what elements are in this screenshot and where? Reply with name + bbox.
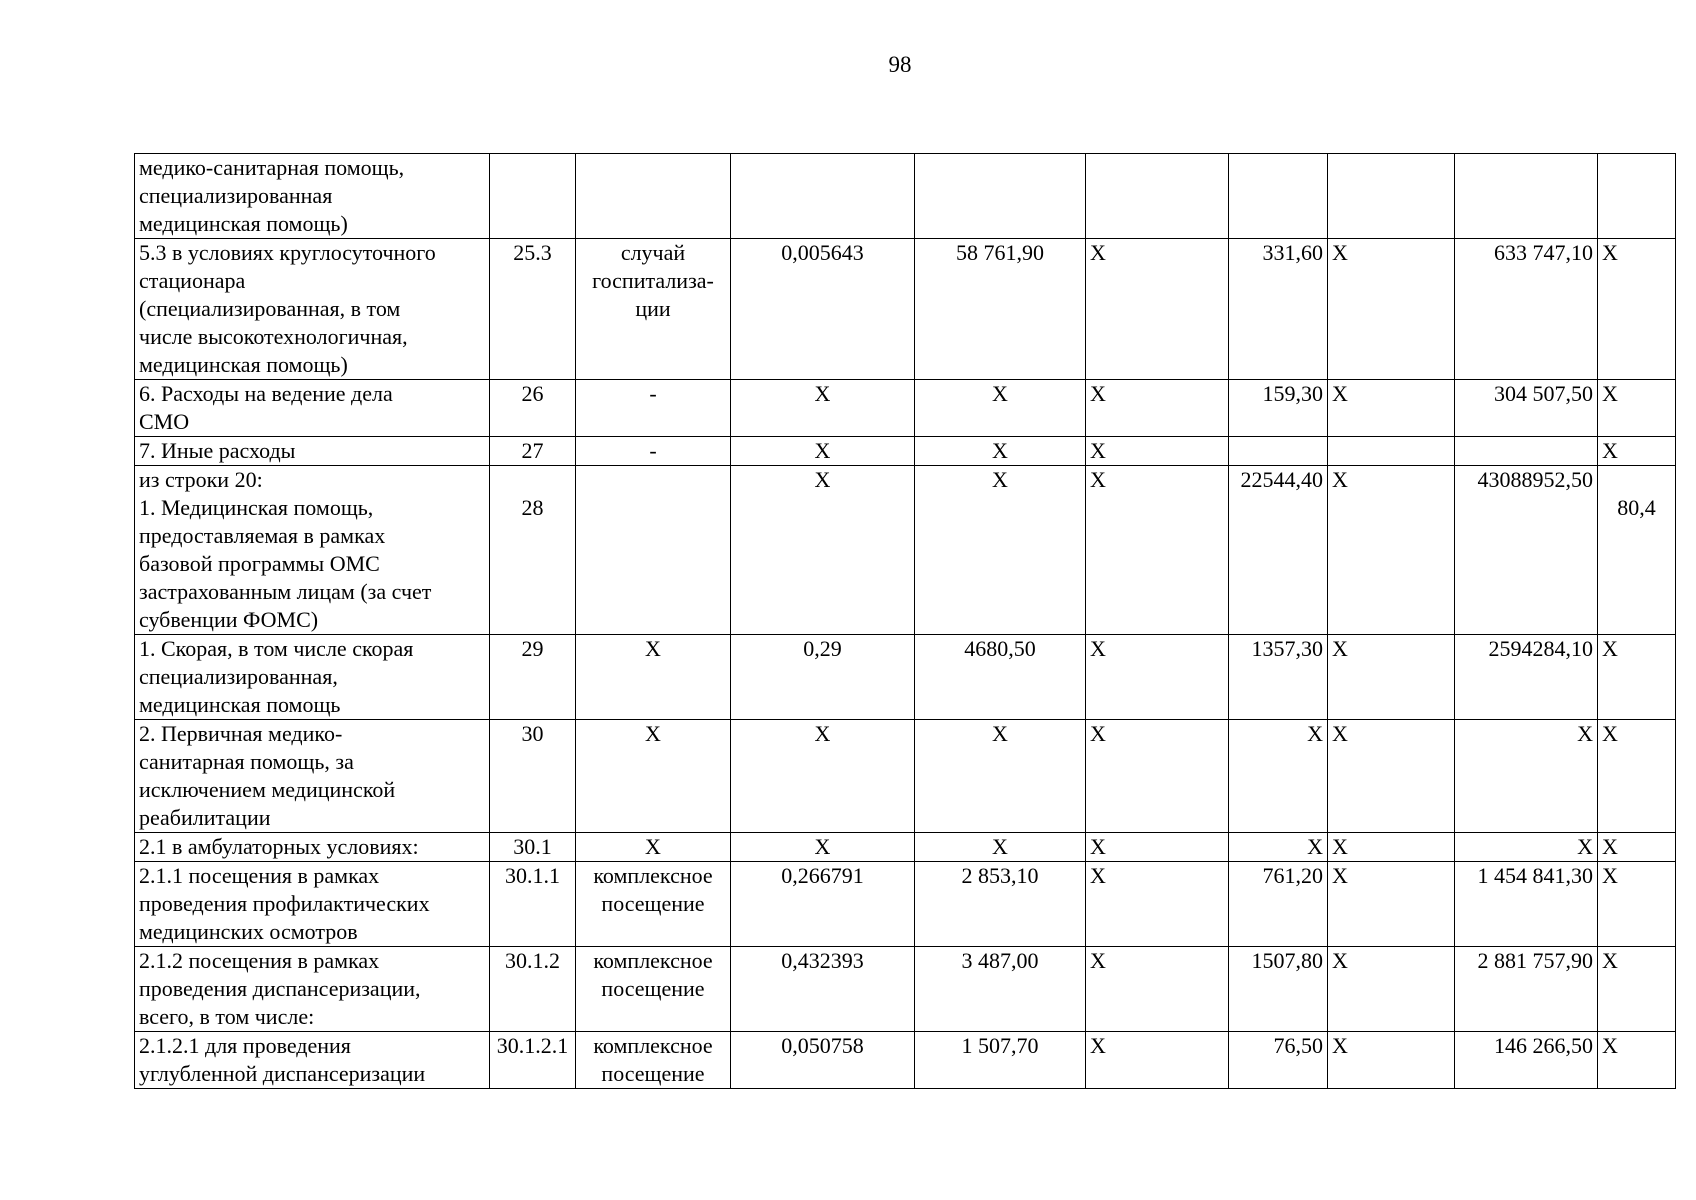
- volume-norm-cell: [731, 720, 915, 833]
- cell-text-line: X: [1332, 948, 1348, 973]
- cell-text-line: X: [1090, 721, 1106, 746]
- cell-text-line: застрахованным лицам (за счет: [139, 579, 432, 604]
- cell-text-line: посещение: [601, 976, 705, 1001]
- cell-text-line: [1090, 154, 1224, 182]
- col8-cell: [1328, 437, 1455, 466]
- unit-cost-cell: [915, 1032, 1086, 1089]
- col6-cell: [1086, 862, 1229, 947]
- cell-text-line: 1 454 841,30: [1477, 863, 1593, 888]
- unit-cost-cell: [915, 947, 1086, 1032]
- cell-text-line: X: [1090, 240, 1106, 265]
- cell-text-line: [1332, 437, 1450, 465]
- cell-text-line: 2 853,10: [961, 863, 1039, 888]
- cell-text-line: 2594284,10: [1488, 636, 1593, 661]
- cell-text-line: 30.1.1: [505, 863, 560, 888]
- cell-text-line: [1233, 437, 1323, 465]
- col6-cell: [1086, 947, 1229, 1032]
- cell-text-line: медицинская помощь: [139, 692, 341, 717]
- table-row: [135, 947, 1676, 1032]
- table-row: [135, 154, 1676, 239]
- table-row: [135, 437, 1676, 466]
- volume-norm-cell: [731, 239, 915, 380]
- cell-text-line: 30: [521, 721, 544, 746]
- share-cell: [1598, 862, 1676, 947]
- volume-norm-cell: [731, 833, 915, 862]
- cell-text-line: X: [1602, 863, 1618, 888]
- volume-norm-cell: [731, 466, 915, 635]
- share-cell: [1598, 833, 1676, 862]
- cell-text-line: 30.1: [513, 834, 552, 859]
- cell-text-line: проведения профилактических: [139, 891, 430, 916]
- cell-text-line: X: [645, 636, 661, 661]
- row-label-cell: [135, 947, 490, 1032]
- cell-text-line: 2.1.1 посещения в рамках: [139, 863, 380, 888]
- per-capita-cell: [1229, 720, 1328, 833]
- cell-text-line: X: [814, 381, 831, 406]
- total-cost-cell: [1455, 154, 1598, 239]
- col8-cell: [1328, 466, 1455, 635]
- cell-text-line: 1507,80: [1251, 948, 1323, 973]
- cell-text-line: проведения диспансеризации,: [139, 976, 421, 1001]
- table-row: [135, 833, 1676, 862]
- cell-text-line: X: [814, 834, 831, 859]
- cell-text-line: 331,60: [1262, 240, 1323, 265]
- cell-text-line: специализированная: [139, 183, 333, 208]
- cell-text-line: X: [1332, 240, 1348, 265]
- unit-cell: [576, 947, 731, 1032]
- cell-text-line: 2.1 в амбулаторных условиях:: [139, 834, 419, 859]
- table-row: [135, 466, 1676, 635]
- share-cell: [1598, 466, 1676, 635]
- per-capita-cell: [1229, 154, 1328, 239]
- unit-cell: [576, 1032, 731, 1089]
- per-capita-cell: [1229, 833, 1328, 862]
- cell-text-line: [580, 154, 726, 182]
- cell-text-line: X: [1577, 834, 1593, 859]
- share-cell: [1598, 154, 1676, 239]
- row-code-cell: [490, 833, 576, 862]
- unit-cell: [576, 239, 731, 380]
- per-capita-cell: [1229, 1032, 1328, 1089]
- cell-text-line: [919, 154, 1081, 182]
- cell-text-line: специализированная,: [139, 664, 338, 689]
- unit-cell: [576, 833, 731, 862]
- cell-text-line: -: [649, 438, 657, 463]
- unit-cost-cell: [915, 437, 1086, 466]
- row-code-cell: [490, 720, 576, 833]
- row-label-cell: [135, 1032, 490, 1089]
- cell-text-line: X: [814, 467, 831, 492]
- share-cell: [1598, 1032, 1676, 1089]
- total-cost-cell: [1455, 833, 1598, 862]
- col6-cell: [1086, 239, 1229, 380]
- cell-text-line: комплексное: [593, 863, 713, 888]
- cell-text-line: X: [992, 834, 1008, 859]
- table-row: [135, 720, 1676, 833]
- cell-text-line: базовой программы ОМС: [139, 551, 380, 576]
- col8-cell: [1328, 239, 1455, 380]
- cell-text-line: X: [1090, 636, 1106, 661]
- unit-cell: [576, 437, 731, 466]
- cell-text-line: X: [1090, 381, 1106, 406]
- cell-text-line: 2. Первичная медико-: [139, 721, 343, 746]
- col6-cell: [1086, 635, 1229, 720]
- table-row: [135, 1032, 1676, 1089]
- cell-text-line: X: [1332, 834, 1348, 859]
- cell-text-line: 25.3: [513, 240, 552, 265]
- cell-text-line: 304 507,50: [1494, 381, 1593, 406]
- unit-cost-cell: [915, 833, 1086, 862]
- row-label-cell: [135, 154, 490, 239]
- cell-text-line: 5.3 в условиях круглосуточного: [139, 240, 436, 265]
- total-cost-cell: [1455, 380, 1598, 437]
- cell-text-line: X: [1332, 381, 1348, 406]
- cell-text-line: X: [1332, 721, 1348, 746]
- cell-text-line: исключением медицинской: [139, 777, 396, 802]
- volume-norm-cell: [731, 1032, 915, 1089]
- unit-cost-cell: [915, 862, 1086, 947]
- cell-text-line: 2.1.2 посещения в рамках: [139, 948, 380, 973]
- cell-text-line: X: [1332, 1033, 1348, 1058]
- row-code-cell: [490, 466, 576, 635]
- financing-table: [134, 153, 1676, 1089]
- cell-text-line: 0,432393: [781, 948, 864, 973]
- cell-text-line: X: [992, 438, 1008, 463]
- cell-text-line: 1. Медицинская помощь,: [139, 495, 374, 520]
- share-cell: [1598, 720, 1676, 833]
- cell-text-line: 1. Скорая, в том числе скорая: [139, 636, 414, 661]
- cell-text-line: 6. Расходы на ведение дела: [139, 381, 393, 406]
- cell-text-line: X: [992, 467, 1008, 492]
- page-number: 98: [888, 52, 912, 77]
- cell-text-line: субвенции ФОМС): [139, 607, 319, 632]
- cell-text-line: 761,20: [1262, 863, 1323, 888]
- cell-text-line: [1459, 437, 1593, 465]
- cell-text-line: посещение: [601, 1061, 705, 1086]
- cell-text-line: -: [649, 381, 657, 406]
- cell-text-line: [494, 154, 571, 182]
- table-body: [135, 154, 1676, 1089]
- row-label-cell: [135, 833, 490, 862]
- cell-text-line: 3 487,00: [961, 948, 1039, 973]
- cell-text-line: 29: [521, 636, 544, 661]
- unit-cell: [576, 380, 731, 437]
- cell-text-line: X: [1602, 834, 1618, 859]
- col8-cell: [1328, 947, 1455, 1032]
- share-cell: [1598, 380, 1676, 437]
- cell-text-line: X: [1577, 721, 1593, 746]
- cell-text-line: 0,050758: [781, 1033, 864, 1058]
- cell-text-line: 58 761,90: [956, 240, 1044, 265]
- unit-cell: [576, 635, 731, 720]
- row-code-cell: [490, 1032, 576, 1089]
- cell-text-line: [735, 154, 910, 182]
- cell-text-line: 4680,50: [964, 636, 1036, 661]
- volume-norm-cell: [731, 947, 915, 1032]
- cell-text-line: (специализированная, в том: [139, 296, 401, 321]
- cell-text-line: 7. Иные расходы: [139, 438, 296, 463]
- cell-text-line: X: [1332, 467, 1348, 492]
- total-cost-cell: [1455, 466, 1598, 635]
- cell-text-line: 159,30: [1262, 381, 1323, 406]
- cell-text-line: всего, в том числе:: [139, 1004, 315, 1029]
- per-capita-cell: [1229, 947, 1328, 1032]
- total-cost-cell: [1455, 635, 1598, 720]
- unit-cell: [576, 862, 731, 947]
- share-cell: [1598, 437, 1676, 466]
- unit-cell: [576, 466, 731, 635]
- cell-text-line: X: [645, 721, 661, 746]
- unit-cost-cell: [915, 466, 1086, 635]
- cell-text-line: из строки 20:: [139, 467, 263, 492]
- col8-cell: [1328, 154, 1455, 239]
- cell-text-line: 0,005643: [781, 240, 864, 265]
- cell-text-line: [1332, 154, 1450, 182]
- cell-text-line: X: [1602, 721, 1618, 746]
- cell-text-line: 2 881 757,90: [1477, 948, 1593, 973]
- cell-text-line: X: [1090, 948, 1106, 973]
- cell-text-line: случай: [620, 240, 686, 265]
- cell-text-line: X: [1332, 636, 1348, 661]
- row-code-cell: [490, 437, 576, 466]
- col8-cell: [1328, 380, 1455, 437]
- per-capita-cell: [1229, 635, 1328, 720]
- total-cost-cell: [1455, 862, 1598, 947]
- cell-text-line: 43088952,50: [1477, 467, 1593, 492]
- row-code-cell: [490, 154, 576, 239]
- cell-text-line: 1357,30: [1251, 636, 1323, 661]
- cell-text-line: комплексное: [593, 948, 713, 973]
- cell-text-line: X: [645, 834, 661, 859]
- cell-text-line: X: [1602, 1033, 1618, 1058]
- cell-text-line: медико-санитарная помощь,: [139, 155, 405, 180]
- cell-text-line: X: [1090, 1033, 1106, 1058]
- total-cost-cell: [1455, 1032, 1598, 1089]
- col6-cell: [1086, 720, 1229, 833]
- unit-cell: [576, 720, 731, 833]
- cell-text-line: [1602, 466, 1671, 494]
- unit-cost-cell: [915, 239, 1086, 380]
- cell-text-line: X: [1332, 863, 1348, 888]
- cell-text-line: госпитализа-: [592, 268, 714, 293]
- cell-text-line: 26: [521, 381, 544, 406]
- volume-norm-cell: [731, 635, 915, 720]
- row-code-cell: [490, 239, 576, 380]
- cell-text-line: X: [814, 438, 831, 463]
- cell-text-line: X: [1602, 948, 1618, 973]
- col8-cell: [1328, 862, 1455, 947]
- unit-cell: [576, 154, 731, 239]
- cell-text-line: X: [1090, 467, 1106, 492]
- cell-text-line: X: [1602, 438, 1618, 463]
- cell-text-line: [1602, 154, 1671, 182]
- col8-cell: [1328, 720, 1455, 833]
- row-label-cell: [135, 380, 490, 437]
- cell-text-line: 80,4: [1617, 495, 1656, 520]
- cell-text-line: медицинская помощь): [139, 211, 348, 236]
- cell-text-line: 30.1.2.1: [496, 1033, 569, 1058]
- table-row: [135, 380, 1676, 437]
- cell-text-line: СМО: [139, 409, 190, 434]
- cell-text-line: 1 507,70: [961, 1033, 1039, 1058]
- cell-text-line: [580, 466, 726, 494]
- row-code-cell: [490, 862, 576, 947]
- cell-text-line: X: [1090, 863, 1106, 888]
- row-label-cell: [135, 635, 490, 720]
- unit-cost-cell: [915, 635, 1086, 720]
- cell-text-line: [494, 466, 571, 494]
- table-row: [135, 239, 1676, 380]
- row-code-cell: [490, 380, 576, 437]
- per-capita-cell: [1229, 380, 1328, 437]
- col6-cell: [1086, 466, 1229, 635]
- cell-text-line: реабилитации: [139, 805, 271, 830]
- cell-text-line: комплексное: [593, 1033, 713, 1058]
- per-capita-cell: [1229, 862, 1328, 947]
- cell-text-line: X: [814, 721, 831, 746]
- cell-text-line: X: [992, 381, 1008, 406]
- table-row: [135, 635, 1676, 720]
- col8-cell: [1328, 1032, 1455, 1089]
- volume-norm-cell: [731, 380, 915, 437]
- cell-text-line: стационара: [139, 268, 246, 293]
- cell-text-line: 30.1.2: [505, 948, 560, 973]
- cell-text-line: 0,29: [803, 636, 842, 661]
- row-code-cell: [490, 635, 576, 720]
- total-cost-cell: [1455, 239, 1598, 380]
- cell-text-line: 22544,40: [1240, 467, 1323, 492]
- share-cell: [1598, 239, 1676, 380]
- cell-text-line: медицинских осмотров: [139, 919, 358, 944]
- col6-cell: [1086, 380, 1229, 437]
- cell-text-line: ции: [635, 296, 671, 321]
- cell-text-line: 2.1.2.1 для проведения: [139, 1033, 351, 1058]
- cell-text-line: X: [1307, 834, 1323, 859]
- share-cell: [1598, 947, 1676, 1032]
- cell-text-line: 27: [521, 438, 544, 463]
- unit-cost-cell: [915, 154, 1086, 239]
- cell-text-line: X: [1090, 834, 1106, 859]
- cell-text-line: X: [1602, 636, 1618, 661]
- unit-cost-cell: [915, 380, 1086, 437]
- per-capita-cell: [1229, 437, 1328, 466]
- col6-cell: [1086, 154, 1229, 239]
- row-label-cell: [135, 437, 490, 466]
- table-row: [135, 862, 1676, 947]
- row-code-cell: [490, 947, 576, 1032]
- cell-text-line: X: [1602, 381, 1618, 406]
- row-label-cell: [135, 720, 490, 833]
- cell-text-line: посещение: [601, 891, 705, 916]
- col6-cell: [1086, 437, 1229, 466]
- cell-text-line: X: [1307, 721, 1323, 746]
- col8-cell: [1328, 833, 1455, 862]
- row-label-cell: [135, 862, 490, 947]
- cell-text-line: [1459, 154, 1593, 182]
- cell-text-line: 0,266791: [781, 863, 864, 888]
- col8-cell: [1328, 635, 1455, 720]
- cell-text-line: X: [1602, 240, 1618, 265]
- row-label-cell: [135, 239, 490, 380]
- cell-text-line: 633 747,10: [1494, 240, 1593, 265]
- volume-norm-cell: [731, 437, 915, 466]
- cell-text-line: санитарная помощь, за: [139, 749, 354, 774]
- cell-text-line: 76,50: [1273, 1033, 1323, 1058]
- row-label-cell: [135, 466, 490, 635]
- cell-text-line: числе высокотехнологичная,: [139, 324, 408, 349]
- total-cost-cell: [1455, 720, 1598, 833]
- volume-norm-cell: [731, 154, 915, 239]
- total-cost-cell: [1455, 947, 1598, 1032]
- total-cost-cell: [1455, 437, 1598, 466]
- cell-text-line: медицинская помощь): [139, 352, 348, 377]
- cell-text-line: 28: [521, 495, 544, 520]
- cell-text-line: X: [1090, 438, 1106, 463]
- cell-text-line: 146 266,50: [1494, 1033, 1593, 1058]
- per-capita-cell: [1229, 466, 1328, 635]
- cell-text-line: [1233, 154, 1323, 182]
- col6-cell: [1086, 833, 1229, 862]
- volume-norm-cell: [731, 862, 915, 947]
- unit-cost-cell: [915, 720, 1086, 833]
- share-cell: [1598, 635, 1676, 720]
- cell-text-line: X: [992, 721, 1008, 746]
- cell-text-line: углубленной диспансеризации: [139, 1061, 426, 1086]
- col6-cell: [1086, 1032, 1229, 1089]
- per-capita-cell: [1229, 239, 1328, 380]
- cell-text-line: предоставляемая в рамках: [139, 523, 386, 548]
